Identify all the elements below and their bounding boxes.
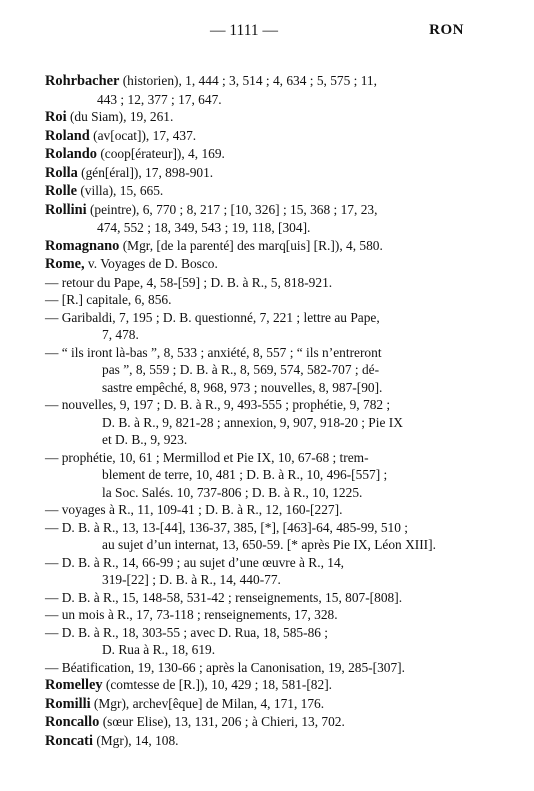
entry-line: (coop[érateur]), 4, 169. (96, 146, 225, 161)
entry-headword: Roland (45, 127, 90, 144)
entry-line: — D. B. à R., 14, 66-99 ; au sujet d’une œuvre à R., 14, (45, 554, 345, 570)
index-subentry (45, 291, 495, 309)
entry-line: — [R.] capitale, 6, 856. (45, 292, 172, 307)
index-entry (45, 237, 495, 256)
page-number: — 1111 — (210, 22, 279, 39)
entry-line: D. B. à R., 9, 821-28 ; annexion, 9, 907, 918-20 ; Pie IX (102, 414, 403, 430)
entry-line: (gén[éral]), 17, 898-901. (77, 164, 214, 180)
index-entry (45, 732, 495, 751)
entry-line: — D. B. à R., 15, 148-58, 531-42 ; renseignements, 15, 807-[808]. (45, 589, 403, 605)
entry-headword: Rolando (45, 146, 97, 162)
entry-line: (av[ocat]), 17, 437. (89, 127, 197, 143)
index-entry (45, 182, 495, 201)
entry-line: 443 ; 12, 377 ; 17, 647. (97, 91, 222, 107)
entry-line: 319-[22] ; D. B. à R., 14, 440-77. (102, 572, 281, 587)
entry-line: — retour du Pape, 4, 58-[59] ; D. B. à R., 5, 818-921. (45, 274, 333, 290)
index-subentry (45, 589, 495, 607)
entry-headword: Roi (45, 109, 67, 125)
entry-line: D. Rua à R., 18, 619. (102, 642, 216, 657)
entry-line: (du Siam), 19, 261. (66, 109, 174, 124)
entry-headword: Rolle (45, 183, 77, 199)
index-subentry (45, 396, 495, 449)
index-subentry (45, 554, 495, 589)
index-subentry (45, 659, 495, 677)
entry-line: — Béatification, 19, 130-66 ; après la Canonisation, 19, 285-[307]. (45, 659, 405, 675)
entry-headword: Rollini (45, 201, 87, 218)
entry-headword: Rome, (45, 256, 85, 272)
running-head: RON (429, 22, 464, 38)
index-entry (45, 713, 495, 732)
entry-line: et D. B., 9, 923. (102, 432, 188, 447)
entry-line: blement de terre, 10, 481 ; D. B. à R., 10, 496-[557] ; (102, 467, 388, 482)
entry-line: sastre empêché, 8, 968, 973 ; nouvelles, 8, 987-[90]. (102, 379, 383, 395)
index-subentry (45, 606, 495, 624)
entry-line: — prophétie, 10, 61 ; Mermillod et Pie IX, 10, 67-68 ; trem- (45, 449, 369, 465)
index-subentry (45, 501, 495, 519)
entry-headword: Rohrbacher (45, 73, 120, 89)
index-subentry (45, 274, 495, 292)
entry-headword: Romagnano (45, 237, 120, 254)
entry-line: au sujet d’un internat, 13, 650-59. [* après Pie IX, Léon XIII]. (102, 537, 436, 552)
index-entry (45, 72, 495, 108)
entry-line: (peintre), 6, 770 ; 8, 217 ; [10, 326] ; 15, 368 ; 17, 23, (86, 201, 378, 217)
entry-line: (villa), 15, 665. (76, 183, 164, 198)
entry-line: v. Voyages de D. Bosco. (84, 256, 218, 271)
index-entry (45, 676, 495, 695)
index-entry (45, 127, 495, 146)
entry-headword: Roncallo (45, 714, 100, 730)
entry-headword: Roncati (45, 732, 93, 749)
entry-line: (sœur Elise), 13, 131, 206 ; à Chieri, 13, 702. (99, 714, 345, 729)
entry-line: 7, 478. (102, 327, 139, 342)
entry-line: 474, 552 ; 18, 349, 543 ; 19, 118, [304]. (97, 220, 311, 235)
index-entry (45, 108, 495, 127)
entry-line: — “ ils iront là-bas ”, 8, 533 ; anxiété, 8, 557 ; “ ils n’entreront (45, 344, 382, 360)
entry-line: (historien), 1, 444 ; 3, 514 ; 4, 634 ; 5, 575 ; 11, (119, 73, 377, 88)
index-subentry (45, 309, 495, 344)
index-subentry (45, 344, 495, 397)
index-subentry (45, 519, 495, 554)
index-entry (45, 164, 495, 183)
entry-line: pas ”, 8, 559 ; D. B. à R., 8, 569, 574, 582-707 ; dé- (102, 362, 380, 377)
entry-line: — D. B. à R., 13, 13-[44], 136-37, 385, [*], [463]-64, 485-99, 510 ; (45, 519, 408, 535)
entry-line: — un mois à R., 17, 73-118 ; renseignements, 17, 328. (45, 607, 338, 622)
entry-line: — nouvelles, 9, 197 ; D. B. à R., 9, 493-555 ; prophétie, 9, 782 ; (45, 397, 391, 412)
entry-line: la Soc. Salés. 10, 737-806 ; D. B. à R., 10, 1225. (102, 484, 363, 500)
entry-headword: Romelley (45, 677, 103, 693)
entry-line: — voyages à R., 11, 109-41 ; D. B. à R., 12, 160-[227]. (45, 502, 343, 517)
entry-line: — Garibaldi, 7, 195 ; D. B. questionné, 7, 221 ; lettre au Pape, (45, 309, 380, 325)
entry-line: (Mgr, [de la parenté] des marq[uis] [R.]), 4, 580. (119, 237, 383, 253)
index-list (45, 72, 495, 750)
index-entry (45, 201, 495, 237)
index-subentry (45, 449, 495, 502)
entry-headword: Romilli (45, 695, 91, 712)
page-header (0, 22, 534, 46)
entry-line: (Mgr), archev[êque] de Milan, 4, 171, 176. (90, 695, 325, 711)
entry-line: (comtesse de [R.]), 10, 429 ; 18, 581-[82]. (102, 677, 332, 692)
index-subentry (45, 624, 495, 659)
entry-line: (Mgr), 14, 108. (92, 732, 179, 748)
entry-headword: Rolla (45, 164, 78, 181)
entry-line: — D. B. à R., 18, 303-55 ; avec D. Rua, 18, 585-86 ; (45, 624, 329, 640)
index-entry (45, 695, 495, 714)
index-entry (45, 255, 495, 274)
index-entry (45, 145, 495, 164)
